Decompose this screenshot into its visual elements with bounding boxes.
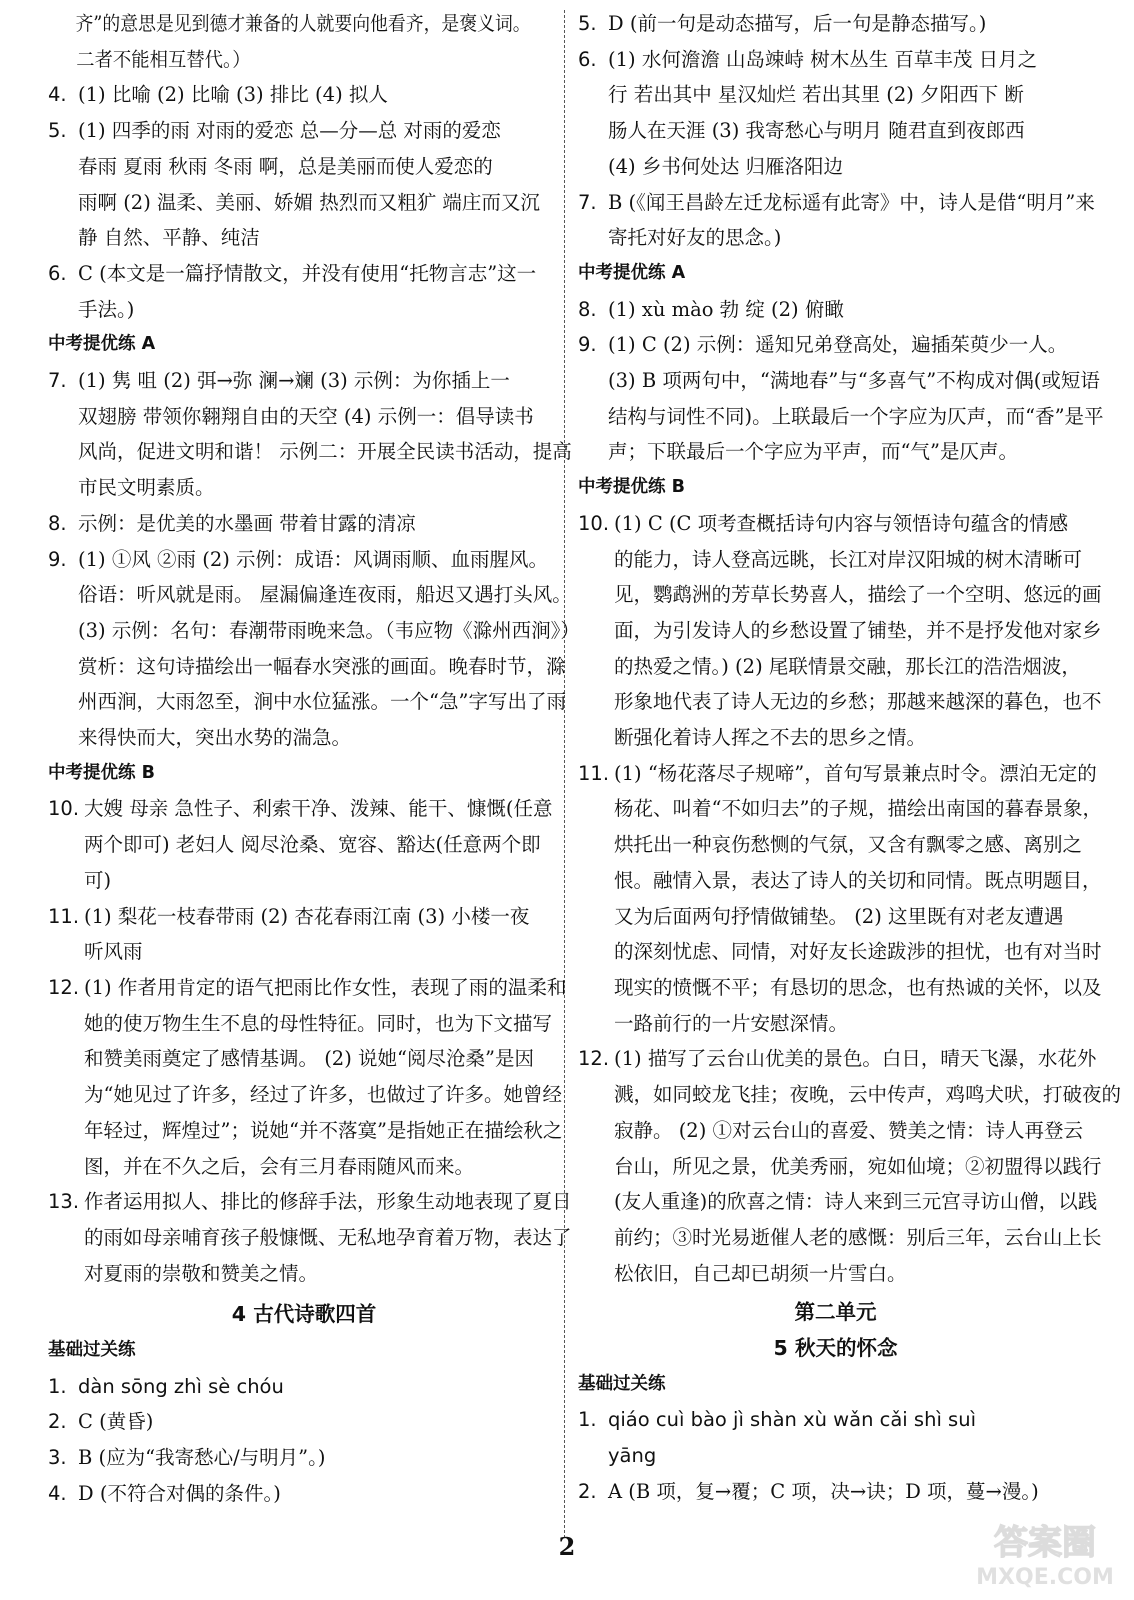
text-line: 烘托出一种哀伤愁恻的气氛，又含有飘零之感、离别之: [614, 833, 1083, 857]
right-column: [578, 6, 1122, 1510]
text-line: (3) B 项两句中，“满地春”与“多喜气”不构成对偶(或短语: [608, 369, 1100, 393]
left-column: [48, 6, 580, 1512]
page-number: 2: [558, 1532, 576, 1561]
answer-item: [48, 1404, 560, 1440]
text-line: 的深刻忧虑、同情，对好友长途跋涉的担忧，也有对当时: [614, 940, 1102, 964]
text-line: 大嫂 母亲 急性子、利索干净、泼辣、能干、慷慨(任意: [84, 797, 553, 821]
text-line: yāng: [608, 1444, 657, 1468]
answer-item: [578, 185, 1093, 256]
watermark-text: 答案圈: [994, 1523, 1096, 1563]
item-text: [78, 256, 560, 327]
text-line: (1) 四季的雨 对雨的爱恋 总—分—总 对雨的爱恋: [78, 119, 501, 143]
answer-item: [578, 327, 1104, 470]
text-line: 现实的愤慨不平；有恳切的思念，也有热诚的关怀，以及: [614, 975, 1102, 999]
text-line: 寂静。 (2) ①对云台山的喜爱、赞美之情：诗人再登云: [614, 1118, 1084, 1142]
item-text: [84, 1184, 572, 1291]
text-line: (1) ①风 ②雨 (2) 示例：成语：风调雨顺、血雨腥风。: [78, 547, 549, 571]
text-line: 声；下联最后一个字应为平声，而“气”是仄声。: [608, 440, 1018, 464]
answer-item: [48, 256, 560, 327]
answer-item: [578, 1402, 1093, 1473]
section-heading: 中考提优练 B: [578, 477, 685, 498]
item-text: [84, 791, 560, 898]
answer-item: [48, 970, 567, 1184]
item-text: [84, 970, 566, 1184]
text-line: (友人重逢)的欣喜之情：诗人来到三元宫寻访山僧，以践: [614, 1190, 1098, 1214]
item-number: 3.: [48, 1446, 67, 1470]
column-divider: [564, 10, 565, 1538]
item-text: [608, 42, 1093, 185]
text-line: 又为后面两句抒情做铺垫。 (2) 这里既有对老友遭遇: [614, 904, 1064, 928]
answer-item: [48, 506, 560, 542]
text-line: 结构与词性不同)。上联最后一个字应为仄声，而“香”是平: [608, 404, 1104, 428]
text-line: (1) 隽 咀 (2) 弭→弥 澜→斓 (3) 示例：为你插上一: [78, 369, 510, 393]
text-line: (1) 描写了云台山优美的景色。白日，晴天飞瀑，水花外: [614, 1047, 1097, 1071]
watermark-url: MXQE.COM: [976, 1565, 1114, 1590]
item-text: [78, 113, 560, 256]
section-heading: 基础过关练: [48, 1340, 136, 1361]
answer-item: [578, 6, 1093, 42]
item-text: [608, 292, 1093, 328]
text-line: (1) 水何澹澹 山岛竦峙 树木丛生 百草丰茂 日月之: [608, 47, 1038, 71]
section-heading: 中考提优练 B: [48, 762, 155, 783]
item-number: 11.: [578, 761, 610, 785]
answer-item: [48, 1184, 572, 1291]
text-line: D (前一句是动态描写，后一句是静态描写。): [608, 12, 987, 35]
watermark-logo: [970, 1516, 1120, 1592]
text-line: 行 若出其中 星汉灿烂 若出其里 (2) 夕阳西下 断: [608, 83, 1024, 107]
text-line: (1) 作者用肯定的语气把雨比作女性，表现了雨的温柔和: [84, 975, 567, 999]
text-line: (1) 梨花一枝春带雨 (2) 杏花春雨江南 (3) 小楼一夜: [84, 904, 530, 928]
text-line: 齐”的意思是见到德才兼备的人就要向他看齐，是褒义词。: [75, 12, 531, 35]
item-text: [608, 6, 1093, 42]
item-text: [608, 185, 1095, 256]
item-text: [78, 77, 560, 113]
item-text: [78, 542, 580, 756]
text-line: 杨花、叫着“不如归去”的子规，描绘出南国的暮春景象，: [614, 797, 1102, 821]
item-text: [614, 756, 1102, 1042]
text-line: 春雨 夏雨 秋雨 冬雨 啊，总是美丽而使人爱恋的: [78, 154, 493, 178]
item-number: 6.: [578, 47, 597, 71]
unit-title: 第二单元: [794, 1300, 877, 1325]
section-heading: 基础过关练: [578, 1373, 666, 1394]
text-line: 和赞美雨奠定了感情基调。 (2) 说她“阅尽沧桑”是因: [84, 1047, 534, 1071]
item-number: 2.: [48, 1410, 67, 1434]
text-line: 的雨如母亲哺育孩子般慷慨、无私地孕育着万物，表达了: [84, 1225, 572, 1249]
item-number: 4.: [48, 1481, 67, 1505]
text-line: 为“她见过了许多，经过了许多，也做过了许多。她曾经: [84, 1083, 562, 1107]
answer-item: [48, 77, 560, 113]
item-number: 12.: [48, 975, 80, 999]
text-line: 形象地代表了诗人无边的乡愁；那越来越深的暮色，也不: [614, 690, 1102, 714]
text-line: D (不符合对偶的条件。): [78, 1481, 281, 1505]
text-line: 年轻过，辉煌过”；说她“并不落寞”是指她正在描绘秋之: [84, 1118, 563, 1142]
text-line: (1) C (2) 示例：遥知兄弟登高处，遍插茱萸少一人。: [608, 333, 1068, 357]
text-line: 双翅膀 带领你翱翔自由的天空 (4) 示例一：倡导读书: [78, 404, 534, 428]
item-number: 2.: [578, 1479, 597, 1503]
item-number: 5.: [48, 119, 67, 143]
item-number: 13.: [48, 1190, 80, 1214]
text-line: C (黄昏): [78, 1410, 154, 1434]
text-line: 前约；③时光易逝催人老的感慨：别后三年，云台山上长: [614, 1225, 1102, 1249]
item-number: 10.: [578, 511, 610, 535]
text-line: 对夏雨的崇敬和赞美之情。: [84, 1261, 319, 1285]
text-line: 的能力，诗人登高远眺，长江对岸汉阳城的树木清晰可: [614, 547, 1083, 571]
text-line: B (《闻王昌龄左迁龙标遥有此寄》中，诗人是借“明月”来: [608, 190, 1095, 214]
item-text: [608, 1474, 1093, 1510]
item-number: 8.: [578, 297, 597, 321]
answer-item: [48, 1369, 560, 1405]
lesson-title: 5 秋天的怀念: [773, 1336, 898, 1361]
text-line: (1) 比喻 (2) 比喻 (3) 排比 (4) 拟人: [78, 83, 388, 107]
text-line: (3) 示例：名句：春潮带雨晚来急。（韦应物《滁州西涧》）: [78, 618, 580, 642]
text-line: C (本文是一篇抒情散文，并没有使用“托物言志”这一: [78, 261, 537, 285]
item-text: [78, 1440, 560, 1476]
section-heading: 中考提优练 A: [48, 334, 156, 355]
answer-item: [48, 1476, 560, 1512]
answer-item: [578, 756, 1102, 1042]
item-number: 9.: [578, 333, 597, 357]
text-line: (4) 乡书何处达 归雁洛阳边: [608, 154, 844, 178]
item-number: 6.: [48, 261, 67, 285]
item-text: [78, 1369, 560, 1405]
item-number: 1.: [48, 1374, 67, 1398]
text-line: 恨。融情入景，表达了诗人的关切和同情。既点明题目，: [614, 868, 1102, 892]
item-text: [84, 899, 560, 970]
text-line: 她的使万物生生不息的母性特征。同时，也为下文描写: [84, 1011, 553, 1035]
item-text: [608, 1402, 1093, 1473]
answer-item: [48, 899, 560, 970]
lesson-title: 4 古代诗歌四首: [231, 1302, 377, 1327]
text-line: 见，鹦鹉洲的芳草长势喜人，描绘了一个空明、悠远的画: [614, 583, 1102, 607]
text-line: B (应为“我寄愁心/与明月”。): [78, 1446, 326, 1470]
text-line: 台山，所见之景，优美秀丽，宛如仙境；②初盟得以践行: [614, 1154, 1102, 1178]
item-text: [614, 506, 1102, 756]
item-text: [614, 1041, 1121, 1291]
text-line: 寄托对好友的思念。): [608, 226, 782, 250]
item-number: 11.: [48, 904, 80, 928]
text-line: 断强化着诗人挥之不去的思乡之情。: [614, 726, 927, 750]
item-text: [78, 363, 572, 506]
text-line: 作者运用拟人、排比的修辞手法，形象生动地表现了夏日: [84, 1190, 572, 1214]
text-line: 州西涧，大雨忽至，涧中水位猛涨。一个“急”字写出了雨: [78, 690, 566, 714]
text-line: 的热爱之情。) (2) 尾联情景交融，那长江的浩浩烟波，: [614, 654, 1081, 678]
item-number: 7.: [578, 190, 597, 214]
item-number: 4.: [48, 83, 67, 107]
item-text: [608, 327, 1104, 470]
item-text: [78, 1476, 560, 1512]
item-number: 1.: [578, 1408, 597, 1432]
text-line: 市民文明素质。: [78, 476, 215, 500]
text-line: 来得快而大，突出水势的湍急。: [78, 726, 352, 750]
text-line: 溅，如同蛟龙飞挂；夜晚，云中传声，鸡鸣犬吠，打破夜的: [614, 1083, 1122, 1107]
text-line: 雨啊 (2) 温柔、美丽、娇媚 热烈而又粗犷 端庄而又沉: [78, 190, 540, 214]
item-number: 12.: [578, 1047, 610, 1071]
text-line: 肠人在天涯 (3) 我寄愁心与明月 随君直到夜郎西: [608, 119, 1025, 143]
section-heading: 中考提优练 A: [578, 262, 686, 283]
text-line: (1) xù mào 勃 绽 (2) 俯瞰: [608, 297, 844, 321]
item-text: [78, 1404, 560, 1440]
text-line: 面，为引发诗人的乡愁设置了铺垫，并不是抒发他对家乡: [614, 618, 1102, 642]
item-number: 10.: [48, 797, 80, 821]
item-number: 9.: [48, 547, 67, 571]
answer-item: [578, 506, 1102, 756]
text-line: (1) C (C 项考查概括诗句内容与领悟诗句蕴含的情感: [614, 511, 1069, 535]
text-line: 两个即可) 老妇人 阅尽沧桑、宽容、豁达(任意两个即: [84, 833, 541, 857]
answer-item: [48, 113, 560, 256]
text-line: 示例：是优美的水墨画 带着甘露的清凉: [78, 511, 416, 535]
text-line: 听风雨: [84, 940, 143, 964]
item-number: 7.: [48, 369, 67, 393]
item-number: 8.: [48, 511, 67, 535]
answer-item: [48, 1440, 560, 1476]
answer-item: [578, 1474, 1093, 1510]
text-line: 松依旧，自己却已胡须一片雪白。: [614, 1261, 907, 1285]
text-line: 一路前行的一片安慰深情。: [614, 1011, 849, 1035]
item-text: [78, 506, 560, 542]
text-line: 静 自然、平静、纯洁: [78, 226, 260, 250]
text-line: 手法。): [78, 297, 135, 321]
answer-item: [48, 542, 580, 756]
text-line: 俗语：听风就是雨。 屋漏偏逢连夜雨，船迟又遇打头风。: [78, 583, 572, 607]
text-line: 可): [84, 868, 112, 892]
item-number: 5.: [578, 12, 597, 35]
text-line: A (B 项，复→覆；C 项，决→诀；D 项，蔓→漫。): [608, 1479, 1039, 1503]
text-line: 风尚，促进文明和谐！ 示例二：开展全民读书活动，提高: [78, 440, 572, 464]
answer-item: [48, 363, 572, 506]
answer-item: [578, 42, 1093, 185]
answer-item: [578, 1041, 1122, 1291]
text-line: 图，并在不久之后，会有三月春雨随风而来。: [84, 1154, 475, 1178]
text-line: 二者不能相互替代。）: [76, 47, 251, 71]
text-line: qiáo cuì bào jì shàn xù wǎn cǎi shì suì: [608, 1408, 976, 1432]
text-line: 赏析：这句诗描绘出一幅春水突涨的画面。晚春时节，滁: [78, 654, 566, 678]
text-line: dàn sōng zhì sè chóu: [78, 1374, 284, 1398]
answer-item: [578, 292, 1093, 328]
text-line: (1) “杨花落尽子规啼”，首句写景兼点时令。漂泊无定的: [614, 761, 1097, 785]
answer-item: [48, 791, 560, 898]
